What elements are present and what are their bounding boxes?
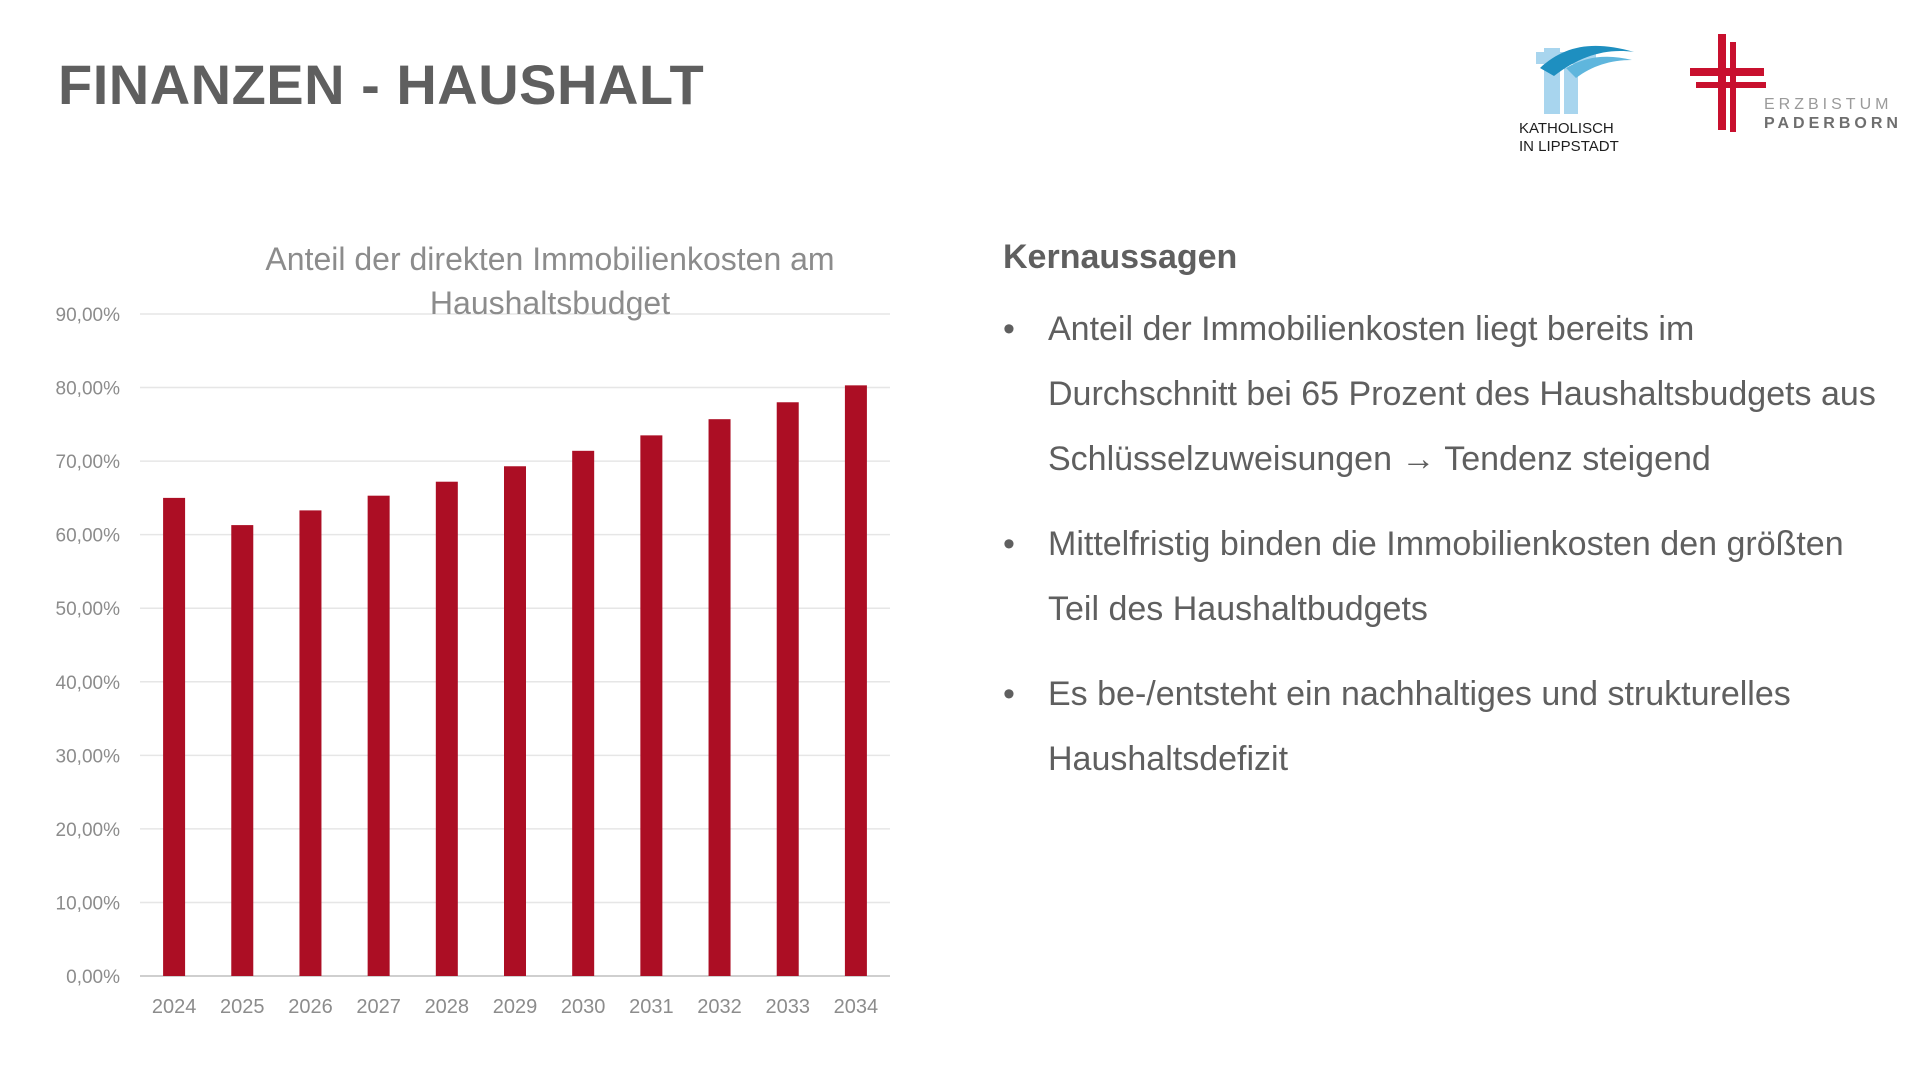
bullet-icon: • (1003, 675, 1015, 713)
x-tick-label: 2032 (697, 996, 742, 1018)
x-tick-label: 2028 (424, 996, 470, 1018)
x-tick-label: 2025 (220, 996, 265, 1018)
key-statements-panel (1003, 238, 1883, 812)
bar (368, 496, 390, 976)
bar (504, 466, 526, 976)
chart-title: Anteil der direkten Immobilienkosten am Haushaltsbudget (265, 241, 835, 321)
y-tick-label: 60,00% (55, 525, 120, 547)
bar (777, 402, 799, 976)
x-tick-label: 2031 (629, 996, 674, 1018)
bar (640, 435, 662, 976)
y-tick-label: 50,00% (55, 599, 120, 621)
bar (231, 525, 253, 976)
panel-heading: Kernaussagen (1003, 238, 1238, 276)
bullet-icon: • (1003, 525, 1015, 563)
x-tick-label: 2026 (288, 996, 333, 1018)
slide-title: FINANZEN - HAUSHALT (58, 53, 705, 116)
paderborn-text: PADERBORN (1764, 115, 1902, 132)
y-tick-label: 80,00% (55, 378, 120, 400)
list-item (1003, 662, 1883, 792)
chart-svg (20, 230, 900, 1030)
x-tick-label: 2033 (765, 996, 810, 1018)
key-statements-list (1003, 297, 1883, 792)
katholisch-lippstadt-icon (1536, 38, 1636, 116)
y-tick-label: 0,00% (66, 967, 120, 988)
bar-chart (20, 230, 900, 1030)
statement-text: Mittelfristig binden die Immobilienkosten den größten Teil des Haushaltbudgets (1048, 525, 1844, 628)
list-item (1003, 297, 1883, 492)
cross-icon (1690, 34, 1766, 134)
bar (572, 451, 594, 976)
erzbistum-text: ERZBISTUM (1764, 96, 1893, 113)
y-tick-label: 90,00% (55, 305, 120, 326)
y-tick-label: 40,00% (55, 672, 120, 694)
y-tick-label: 20,00% (55, 819, 120, 841)
katholisch-logo-text: KATHOLISCH IN LIPPSTADT (1519, 120, 1619, 155)
statement-text: Anteil der Immobilienkosten liegt bereits im Durchschnitt bei 65 Prozent des Haushaltsbudgets aus Schlüsselzuweisungen → Tendenz steigend (1048, 310, 1876, 478)
bar (845, 385, 867, 976)
bar (436, 482, 458, 976)
x-tick-label: 2034 (833, 996, 879, 1018)
y-tick-label: 10,00% (55, 893, 120, 915)
x-tick-label: 2029 (492, 996, 538, 1018)
statement-text: Es be-/entsteht ein nachhaltiges und strukturelles Haushaltsdefizit (1048, 675, 1791, 778)
list-item (1003, 512, 1883, 642)
x-tick-label: 2027 (356, 996, 401, 1018)
erzbistum-paderborn-logo (1690, 34, 1910, 144)
x-tick-label: 2024 (151, 996, 197, 1018)
y-tick-label: 70,00% (55, 452, 120, 474)
katholisch-lippstadt-logo (1508, 38, 1648, 158)
bullet-icon: • (1003, 310, 1015, 348)
x-tick-label: 2030 (560, 996, 606, 1018)
bar (709, 419, 731, 976)
bar (299, 510, 321, 976)
bar (163, 498, 185, 976)
y-tick-label: 30,00% (55, 746, 120, 768)
